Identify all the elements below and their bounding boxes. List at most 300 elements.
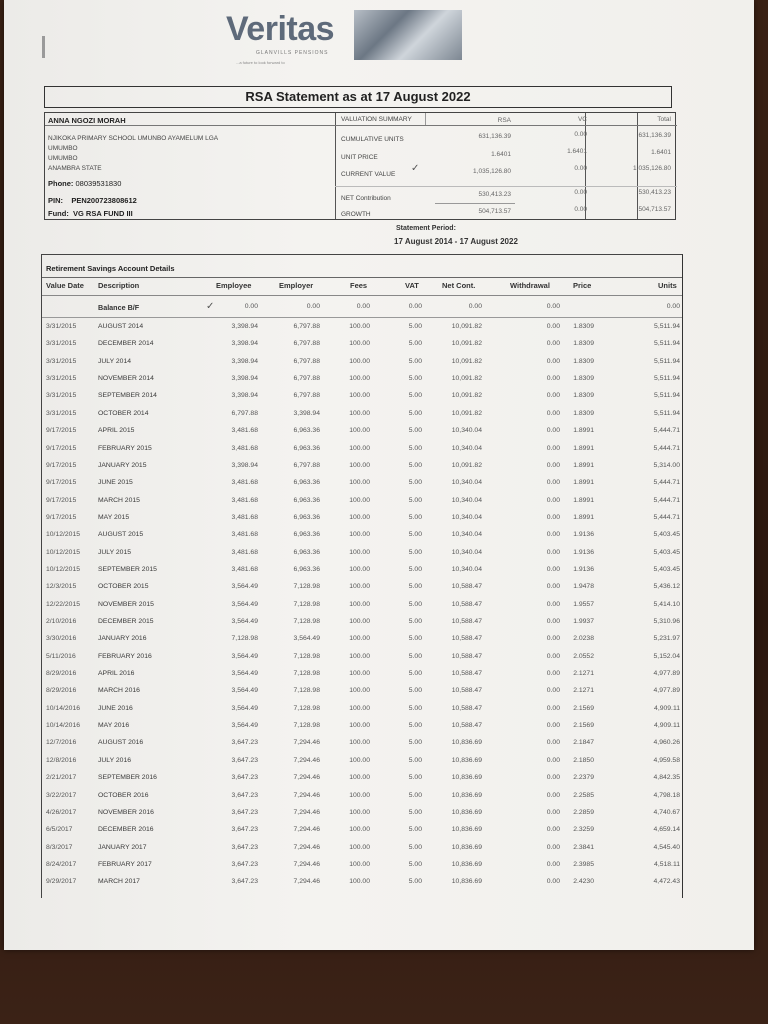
cell-fees: 100.00 (349, 652, 370, 660)
cell-value-date: 10/12/2015 (46, 548, 81, 556)
cell-net: 10,836.69 (451, 808, 482, 816)
table-row (42, 427, 682, 439)
cell-employer: 7,294.46 (293, 826, 320, 834)
pin-label: PIN: (48, 196, 63, 205)
unit-price-total: 1.6401 (651, 149, 671, 156)
cell-units: 5,511.94 (654, 392, 680, 400)
net-contribution-label: NET Contribution (341, 195, 391, 202)
cell-net: 10,091.82 (451, 409, 482, 417)
header-net-cont: Net Cont. (442, 281, 476, 290)
table-row (42, 531, 682, 543)
unit-price-label: UNIT PRICE (341, 154, 378, 161)
cell-fees: 100.00 (349, 409, 370, 417)
cell-description: FEBRUARY 2016 (98, 652, 152, 660)
header-value-date: Value Date (46, 281, 84, 290)
cell-fees: 100.00 (349, 600, 370, 608)
cell-vat: 5.00 (408, 826, 422, 834)
table-row (42, 687, 682, 699)
cell-vat: 5.00 (408, 392, 422, 400)
cell-employer: 7,294.46 (293, 860, 320, 868)
table-row (42, 705, 682, 717)
cell-vat: 5.00 (408, 357, 422, 365)
cell-value-date: 8/3/2017 (46, 843, 73, 851)
cell-value-date: 8/29/2016 (46, 670, 77, 677)
cell-withdrawal: 0.00 (546, 583, 560, 591)
cell-withdrawal: 0.00 (546, 808, 560, 816)
cumulative-units-vc: 0.00 (574, 131, 587, 138)
cell-employee: 3,647.23 (231, 739, 258, 747)
cell-net: 10,340.04 (451, 565, 482, 573)
cell-vat: 5.00 (408, 461, 422, 469)
cell-vat: 5.00 (408, 652, 422, 660)
cell-withdrawal: 0.00 (546, 860, 560, 868)
cell-withdrawal: 0.00 (546, 548, 560, 556)
cell-employee: 3,564.49 (231, 704, 258, 712)
cell-vat: 5.00 (408, 375, 422, 383)
balance-bf-row (42, 303, 682, 315)
table-row (42, 635, 682, 647)
cell-description: JANUARY 2015 (98, 461, 147, 469)
cell-vat: 5.00 (408, 635, 422, 643)
cell-units: 5,152.04 (653, 652, 680, 660)
cell-employer: 7,294.46 (293, 878, 320, 886)
cell-net: 10,588.47 (451, 600, 482, 608)
cell-description: APRIL 2016 (98, 670, 135, 677)
address-line-4: ANAMBRA STATE (48, 165, 102, 172)
header-employee: Employee (216, 281, 252, 290)
balance-fees: 0.00 (356, 303, 370, 310)
cell-net: 10,091.82 (451, 392, 482, 400)
cell-description: OCTOBER 2015 (98, 583, 149, 591)
cumulative-units-total: 631,136.39 (638, 132, 671, 139)
cell-fees: 100.00 (349, 774, 370, 782)
cell-price: 1.8309 (573, 357, 594, 365)
cell-price: 1.9937 (573, 618, 594, 625)
cell-employee: 3,564.49 (231, 583, 258, 591)
cell-net: 10,836.69 (451, 843, 482, 851)
cell-withdrawal: 0.00 (546, 496, 560, 504)
cell-value-date: 3/31/2015 (46, 392, 77, 400)
cell-value-date: 9/17/2015 (46, 479, 77, 487)
cell-fees: 100.00 (349, 687, 370, 695)
cell-net: 10,091.82 (451, 461, 482, 469)
cell-units: 5,511.94 (654, 375, 680, 383)
logo-tagline: ...a future to look forward to (236, 60, 285, 65)
cell-employer: 6,797.88 (293, 323, 320, 330)
cell-description: FEBRUARY 2015 (98, 444, 152, 452)
cell-withdrawal: 0.00 (546, 756, 560, 764)
cell-employee: 3,564.49 (231, 618, 258, 625)
balance-units: 0.00 (666, 303, 680, 310)
checkmark-icon: ✓ (206, 301, 215, 312)
cell-value-date: 3/31/2015 (46, 409, 77, 417)
cell-net: 10,836.69 (451, 826, 482, 834)
cell-value-date: 9/17/2015 (46, 444, 77, 452)
cell-description: MAY 2016 (98, 722, 130, 730)
cell-fees: 100.00 (349, 826, 370, 834)
cell-value-date: 3/31/2015 (46, 357, 77, 365)
column-vc: VC (577, 116, 587, 123)
growth-total: 504,713.57 (638, 206, 671, 213)
cell-employee: 6,797.88 (231, 409, 258, 417)
cell-description: JULY 2016 (98, 756, 132, 764)
cell-net: 10,340.04 (451, 479, 482, 487)
cell-withdrawal: 0.00 (546, 722, 560, 730)
cell-net: 10,588.47 (451, 618, 482, 625)
cell-employer: 7,128.98 (293, 704, 320, 712)
cell-employee: 3,564.49 (231, 652, 258, 660)
cell-value-date: 9/17/2015 (46, 496, 77, 504)
cell-employee: 3,564.49 (231, 600, 258, 608)
cell-units: 5,444.71 (653, 479, 680, 487)
table-row (42, 410, 682, 422)
cell-description: MARCH 2015 (98, 496, 140, 504)
cell-vat: 5.00 (408, 583, 422, 591)
cell-employer: 6,963.36 (293, 531, 320, 539)
cell-net: 10,588.47 (451, 635, 482, 643)
cell-description: DECEMBER 2014 (98, 340, 154, 348)
cell-description: AUGUST 2016 (98, 739, 144, 747)
cell-employee: 3,564.49 (231, 670, 258, 677)
cell-description: NOVEMBER 2014 (98, 375, 154, 383)
growth-vc: 0.00 (574, 206, 587, 213)
cell-employer: 6,797.88 (293, 392, 320, 400)
cell-vat: 5.00 (408, 600, 422, 608)
cell-value-date: 12/22/2015 (46, 600, 81, 608)
cell-description: MARCH 2016 (98, 687, 140, 695)
table-row (42, 497, 682, 509)
current-value-vc: 0.00 (574, 165, 587, 172)
cell-employee: 3,564.49 (231, 687, 258, 695)
cumulative-units-rsa: 631,136.39 (478, 133, 511, 140)
cell-withdrawal: 0.00 (546, 843, 560, 851)
cell-fees: 100.00 (349, 375, 370, 383)
balance-withdrawal: 0.00 (546, 303, 560, 310)
cell-fees: 100.00 (349, 756, 370, 764)
cell-employer: 7,128.98 (293, 618, 320, 625)
cell-fees: 100.00 (349, 565, 370, 573)
cell-fees: 100.00 (349, 461, 370, 469)
cell-employer: 3,398.94 (293, 409, 320, 417)
cell-net: 10,588.47 (451, 583, 482, 591)
balance-bf-label: Balance B/F (98, 303, 140, 312)
cell-withdrawal: 0.00 (546, 375, 560, 383)
cell-withdrawal: 0.00 (546, 513, 560, 521)
cell-employee: 3,647.23 (231, 791, 258, 799)
cell-fees: 100.00 (349, 392, 370, 400)
cell-value-date: 6/5/2017 (46, 826, 73, 834)
cell-description: SEPTEMBER 2015 (98, 565, 157, 573)
unit-price-vc: 1.6401 (567, 148, 587, 155)
cell-net: 10,836.69 (451, 791, 482, 799)
cell-description: FEBRUARY 2017 (98, 860, 152, 868)
cell-employer: 6,963.36 (293, 548, 320, 556)
cell-units: 4,977.89 (653, 670, 680, 677)
cell-value-date: 12/7/2016 (46, 739, 77, 747)
cell-employer: 6,797.88 (293, 375, 320, 383)
cell-description: MARCH 2017 (98, 878, 140, 886)
cell-employee: 3,481.68 (231, 496, 258, 504)
cell-net: 10,588.47 (451, 652, 482, 660)
header-employer: Employer (279, 281, 314, 290)
cell-price: 1.8309 (573, 323, 594, 330)
cell-fees: 100.00 (349, 739, 370, 747)
cell-price: 2.4230 (573, 878, 594, 886)
cell-price: 1.8991 (573, 444, 594, 452)
cell-price: 2.1569 (573, 704, 594, 712)
cell-withdrawal: 0.00 (546, 652, 560, 660)
cell-price: 1.8309 (573, 392, 594, 400)
cell-net: 10,588.47 (451, 687, 482, 695)
address-line-3: UMUMBO (48, 155, 78, 162)
cell-units: 5,403.45 (653, 548, 680, 556)
cell-employee: 3,647.23 (231, 878, 258, 886)
cell-fees: 100.00 (349, 583, 370, 591)
cell-net: 10,091.82 (451, 375, 482, 383)
cell-price: 2.1271 (573, 687, 594, 695)
cell-description: JULY 2014 (98, 357, 132, 365)
table-row (42, 392, 682, 404)
cell-price: 2.3985 (573, 860, 594, 868)
cell-employee: 3,481.68 (231, 444, 258, 452)
cell-price: 2.2585 (573, 791, 594, 799)
cell-price: 1.8309 (573, 375, 594, 383)
table-row (42, 809, 682, 821)
statement-title: RSA Statement as at 17 August 2022 (44, 86, 672, 108)
cell-units: 5,403.45 (653, 531, 680, 539)
cell-employee: 3,398.94 (231, 392, 258, 400)
cell-net: 10,340.04 (451, 496, 482, 504)
cell-fees: 100.00 (349, 496, 370, 504)
cell-price: 1.8991 (573, 461, 594, 469)
cell-price: 2.1847 (573, 739, 594, 747)
cell-vat: 5.00 (408, 843, 422, 851)
cell-employer: 6,797.88 (293, 340, 320, 348)
cell-price: 1.9478 (573, 583, 594, 591)
cell-description: JUNE 2016 (98, 704, 133, 712)
cell-vat: 5.00 (408, 513, 422, 521)
cell-employer: 3,564.49 (293, 635, 320, 643)
fund-value: VG RSA FUND III (73, 209, 133, 218)
cell-employer: 7,128.98 (293, 722, 320, 730)
cell-price: 1.9136 (573, 565, 594, 573)
cell-units: 5,403.45 (653, 565, 680, 573)
cell-units: 4,545.40 (653, 843, 680, 851)
cell-value-date: 4/26/2017 (46, 808, 77, 816)
cell-employee: 3,564.49 (231, 722, 258, 730)
column-rsa: RSA (497, 117, 511, 124)
cell-description: AUGUST 2014 (98, 323, 144, 330)
cell-description: OCTOBER 2014 (98, 409, 149, 417)
cell-withdrawal: 0.00 (546, 600, 560, 608)
cell-fees: 100.00 (349, 791, 370, 799)
table-row (42, 445, 682, 457)
cell-price: 1.8309 (573, 340, 594, 348)
cell-net: 10,340.04 (451, 548, 482, 556)
fund-label: Fund: (48, 209, 69, 218)
cell-price: 2.0552 (573, 652, 594, 660)
cell-value-date: 3/31/2015 (46, 375, 77, 383)
phone-value: 08039531830 (75, 179, 122, 188)
cell-employee: 7,128.98 (231, 635, 258, 643)
cell-vat: 5.00 (408, 323, 422, 330)
cell-withdrawal: 0.00 (546, 791, 560, 799)
net-contribution-vc: 0.00 (574, 189, 587, 196)
table-row (42, 722, 682, 734)
cell-description: JULY 2015 (98, 548, 132, 556)
cell-employer: 7,128.98 (293, 600, 320, 608)
cell-fees: 100.00 (349, 860, 370, 868)
cell-fees: 100.00 (349, 670, 370, 677)
cell-units: 4,977.89 (653, 687, 680, 695)
table-row (42, 826, 682, 838)
cell-withdrawal: 0.00 (546, 774, 560, 782)
cell-fees: 100.00 (349, 340, 370, 348)
cell-description: DECEMBER 2016 (98, 826, 154, 834)
cell-employee: 3,481.68 (231, 531, 258, 539)
cell-employee: 3,398.94 (231, 357, 258, 365)
table-row (42, 861, 682, 873)
cell-price: 1.8991 (573, 513, 594, 521)
table-row (42, 514, 682, 526)
address-line-1: NJIKOKA PRIMARY SCHOOL UMUNBO AYAMELUM LGA (48, 135, 219, 142)
cell-employer: 7,294.46 (293, 756, 320, 764)
cell-employer: 6,963.36 (293, 496, 320, 504)
net-contribution-total: 530,413.23 (638, 189, 671, 196)
cell-employer: 6,963.36 (293, 479, 320, 487)
header-withdrawal: Withdrawal (510, 281, 550, 290)
cell-value-date: 10/14/2016 (46, 722, 81, 730)
cell-vat: 5.00 (408, 739, 422, 747)
cell-employee: 3,647.23 (231, 756, 258, 764)
cell-value-date: 9/17/2015 (46, 427, 77, 435)
valuation-summary-header: VALUATION SUMMARY (341, 116, 412, 123)
cell-employer: 7,294.46 (293, 843, 320, 851)
cell-price: 2.1850 (573, 756, 594, 764)
cell-description: NOVEMBER 2016 (98, 808, 154, 816)
cell-vat: 5.00 (408, 704, 422, 712)
cell-employee: 3,398.94 (231, 461, 258, 469)
cell-withdrawal: 0.00 (546, 687, 560, 695)
cell-price: 2.1271 (573, 670, 594, 677)
balance-employer: 0.00 (306, 303, 320, 310)
cell-units: 4,909.11 (654, 704, 680, 712)
table-row (42, 670, 682, 682)
logo-subtitle: GLANVILLS PENSIONS (256, 50, 329, 56)
unit-price-rsa: 1.6401 (491, 151, 511, 158)
punch-mark (42, 36, 45, 58)
table-row (42, 757, 682, 769)
cell-value-date: 9/17/2015 (46, 461, 77, 469)
cell-fees: 100.00 (349, 548, 370, 556)
cell-price: 1.8309 (573, 409, 594, 417)
cell-vat: 5.00 (408, 444, 422, 452)
cell-fees: 100.00 (349, 878, 370, 886)
net-contribution-rsa: 530,413.23 (478, 191, 511, 198)
cell-value-date: 10/12/2015 (46, 565, 81, 573)
cell-employer: 6,963.36 (293, 565, 320, 573)
cell-withdrawal: 0.00 (546, 444, 560, 452)
cell-price: 2.3259 (573, 826, 594, 834)
cell-price: 2.0238 (573, 635, 594, 643)
cell-value-date: 5/11/2016 (46, 652, 76, 660)
cell-withdrawal: 0.00 (546, 704, 560, 712)
cell-withdrawal: 0.00 (546, 739, 560, 747)
table-title: Retirement Savings Account Details (46, 264, 175, 273)
cell-units: 4,472.43 (653, 878, 680, 886)
cell-units: 5,414.10 (653, 600, 680, 608)
cell-value-date: 12/8/2016 (46, 756, 77, 764)
table-row (42, 549, 682, 561)
current-value-total: 1,035,126.80 (633, 165, 671, 172)
checkmark-icon: ✓ (411, 163, 420, 174)
cell-fees: 100.00 (349, 704, 370, 712)
cell-vat: 5.00 (408, 427, 422, 435)
cell-employee: 3,398.94 (231, 323, 258, 330)
cell-vat: 5.00 (408, 548, 422, 556)
cell-employer: 6,963.36 (293, 427, 320, 435)
table-row (42, 653, 682, 665)
cell-employee: 3,481.68 (231, 548, 258, 556)
cell-value-date: 10/12/2015 (46, 531, 81, 539)
cell-net: 10,091.82 (451, 340, 482, 348)
cell-employee: 3,398.94 (231, 375, 258, 383)
cell-units: 5,511.94 (654, 409, 680, 417)
cell-description: JANUARY 2017 (98, 843, 147, 851)
cell-vat: 5.00 (408, 687, 422, 695)
cell-value-date: 3/22/2017 (46, 791, 77, 799)
table-row (42, 878, 682, 890)
cell-description: NOVEMBER 2015 (98, 600, 154, 608)
table-row (42, 844, 682, 856)
cell-description: JUNE 2015 (98, 479, 133, 487)
cell-value-date: 3/30/2016 (46, 635, 77, 643)
cell-withdrawal: 0.00 (546, 635, 560, 643)
cell-employer: 7,294.46 (293, 774, 320, 782)
cell-withdrawal: 0.00 (546, 618, 560, 625)
cell-employee: 3,647.23 (231, 826, 258, 834)
table-row (42, 774, 682, 786)
cell-units: 4,740.67 (653, 808, 680, 816)
cell-vat: 5.00 (408, 496, 422, 504)
header-units: Units (658, 281, 677, 290)
cell-vat: 5.00 (408, 531, 422, 539)
table-row (42, 479, 682, 491)
cell-vat: 5.00 (408, 340, 422, 348)
table-row (42, 739, 682, 751)
table-row (42, 358, 682, 370)
cell-employer: 7,128.98 (293, 670, 320, 677)
balance-net: 0.00 (468, 303, 482, 310)
cell-units: 4,959.58 (653, 756, 680, 764)
cell-description: AUGUST 2015 (98, 531, 144, 539)
growth-label: GROWTH (341, 211, 371, 218)
cell-value-date: 8/24/2017 (46, 860, 77, 868)
cell-description: APRIL 2015 (98, 427, 135, 435)
cell-employee: 3,647.23 (231, 860, 258, 868)
cell-vat: 5.00 (408, 808, 422, 816)
cell-description: SEPTEMBER 2016 (98, 774, 157, 782)
cell-price: 1.8991 (573, 496, 594, 504)
balance-employee: 0.00 (244, 303, 258, 310)
cell-fees: 100.00 (349, 444, 370, 452)
cell-fees: 100.00 (349, 513, 370, 521)
table-row (42, 340, 682, 352)
logo-brand: Veritas (226, 10, 335, 48)
cell-withdrawal: 0.00 (546, 357, 560, 365)
cell-withdrawal: 0.00 (546, 670, 560, 677)
cell-vat: 5.00 (408, 670, 422, 677)
